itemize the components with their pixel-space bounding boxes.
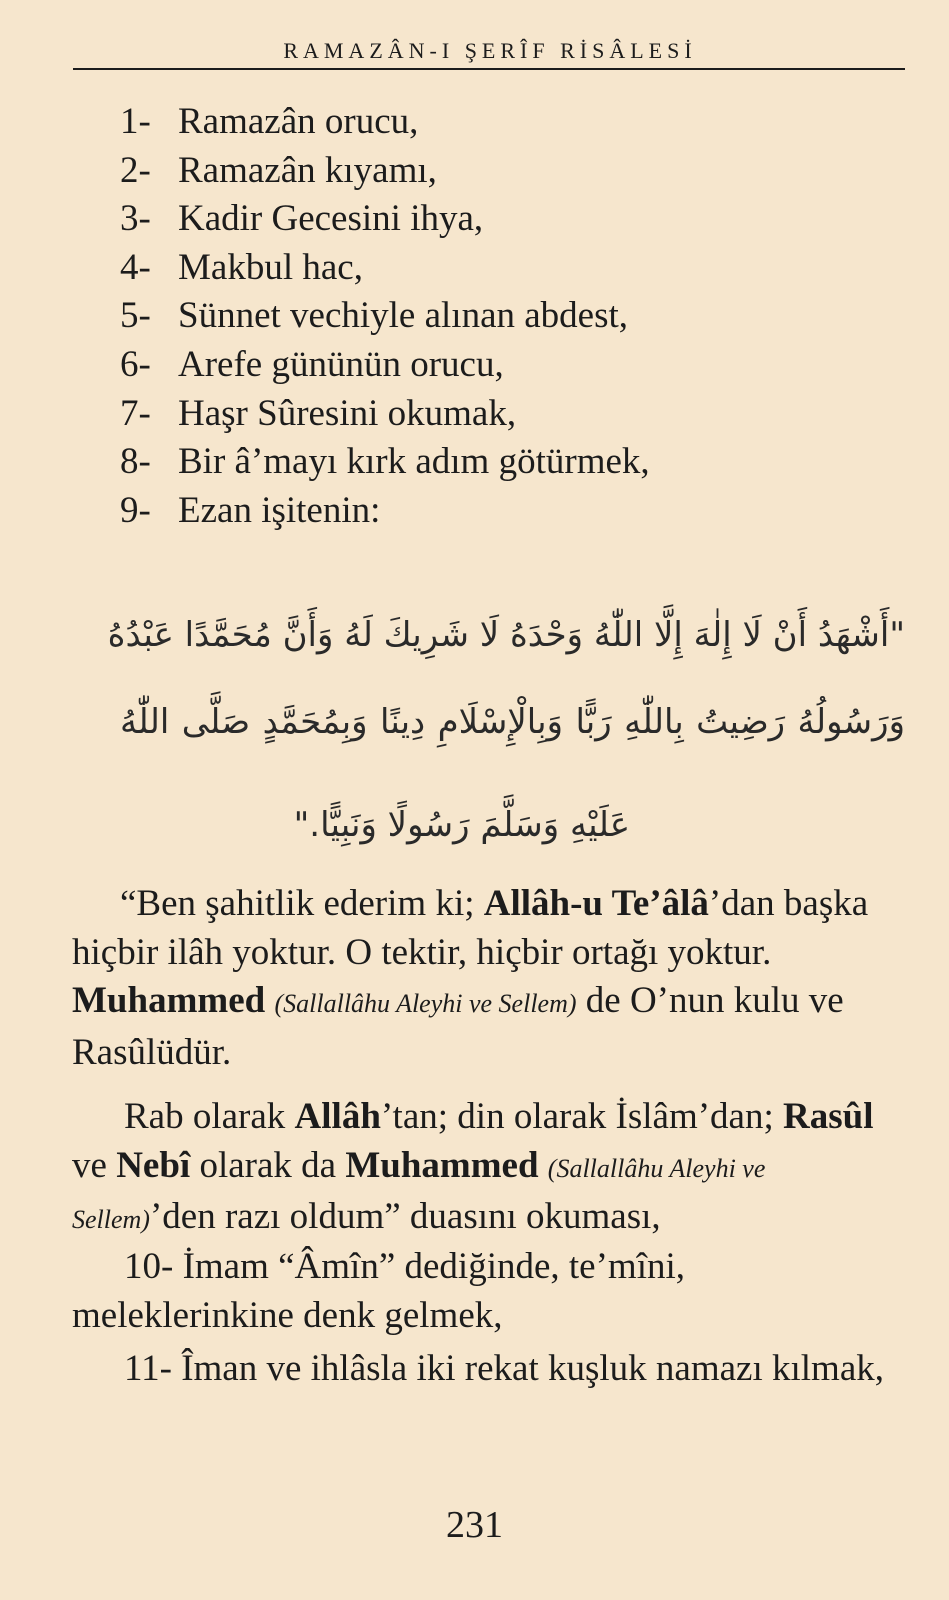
bold-allah: Allâh — [294, 1096, 381, 1137]
item-text: Bir â’mayı kırk adım götürmek, — [178, 441, 650, 483]
numbered-list — [120, 98, 910, 535]
item-text: Ezan işitenin: — [178, 489, 381, 531]
text-run — [539, 1145, 548, 1186]
list-item — [120, 195, 910, 244]
list-item-10: 10- İmam “Âmîn” dediğinde, te’mîni, meleklerinkine denk gelmek, — [72, 1246, 686, 1336]
text-run: Rab olarak — [124, 1096, 295, 1137]
item-text: Haşr Sûresini okumak, — [178, 392, 517, 434]
text-run: “Ben şahitlik ederim ki; — [120, 883, 484, 924]
arabic-dua-line-3: عَلَيْهِ وَسَلَّمَ رَسُولًا وَنَبِيًّا." — [293, 805, 630, 845]
bold-rasul: Rasûl — [783, 1096, 874, 1137]
salawat-italic: (Sallallâhu Aleyhi ve Sellem) — [274, 989, 577, 1018]
bold-allah: Allâh-u Te’âlâ — [483, 883, 709, 924]
text-run: ’den razı oldum” duasını okuması, — [149, 1196, 661, 1237]
item-text: Kadir Gecesini ihya, — [178, 198, 484, 240]
text-run: ve — [72, 1144, 117, 1186]
page-number: 231 — [446, 1504, 503, 1546]
list-item — [120, 390, 910, 439]
arabic-dua-line-1: "أَشْهَدُ أَنْ لَا إِلٰهَ إِلَّا اللّٰهُ وَحْدَهُ لَا شَرِيكَ لَهُ وَأَنَّ مُحَمَّدًا عَبْدُهُ — [107, 615, 905, 655]
item-text: Ramazân kıyamı, — [178, 149, 437, 191]
dua-paragraph — [72, 1093, 910, 1245]
running-header: RAMAZÂN-I ŞERÎF RİSÂLESİ — [283, 38, 697, 63]
text-run: ’dan başka hiçbir ilâh yoktur. O tektir, hiçbir ortağı yoktur. — [72, 883, 869, 973]
list-item — [120, 438, 910, 487]
list-item — [120, 292, 910, 341]
bold-nebi: Nebî — [116, 1144, 191, 1186]
list-item-11: 11- Îman ve ihlâsla iki rekat kuşluk namazı kılmak, — [124, 1348, 884, 1389]
translation-paragraph — [72, 880, 910, 1077]
item-text: Sünnet vechiyle alınan abdest, — [178, 295, 629, 337]
salawat-italic: (Sallallâhu Aleyhi ve Sellem) — [72, 1153, 766, 1234]
item-number: 9- — [120, 489, 151, 531]
item-text: Makbul hac, — [178, 246, 363, 288]
item-number: 3- — [120, 198, 151, 240]
text-run: de O’nun kulu ve Rasûlüdür. — [72, 980, 844, 1073]
item-number: 6- — [120, 343, 151, 385]
bold-muhammed: Muhammed — [72, 980, 266, 1021]
item-text: Ramazân orucu, — [178, 101, 419, 142]
text-run: ’tan; din olarak İslâm’dan; — [380, 1096, 783, 1137]
item-number: 1- — [120, 101, 151, 142]
bold-muhammed: Muhammed — [345, 1144, 539, 1186]
list-item — [120, 147, 910, 196]
item-number: 7- — [120, 392, 151, 434]
item-number: 4- — [120, 246, 151, 288]
list-item — [120, 98, 910, 147]
text-run: olarak da — [190, 1144, 346, 1186]
item-text: Arefe gününün orucu, — [178, 343, 504, 385]
arabic-dua-line-2: وَرَسُولُهُ رَضِيتُ بِاللّٰهِ رَبًّا وَبِالْإِسْلَامِ دِينًا وَبِمُحَمَّدٍ صَلَّى اللّٰهُ — [120, 702, 905, 742]
item-number: 8- — [120, 441, 151, 483]
list-item — [120, 487, 910, 536]
item-number: 2- — [120, 149, 151, 191]
item-number: 5- — [120, 295, 151, 337]
list-item — [120, 341, 910, 390]
list-item — [120, 244, 910, 293]
header-rule — [73, 68, 905, 70]
